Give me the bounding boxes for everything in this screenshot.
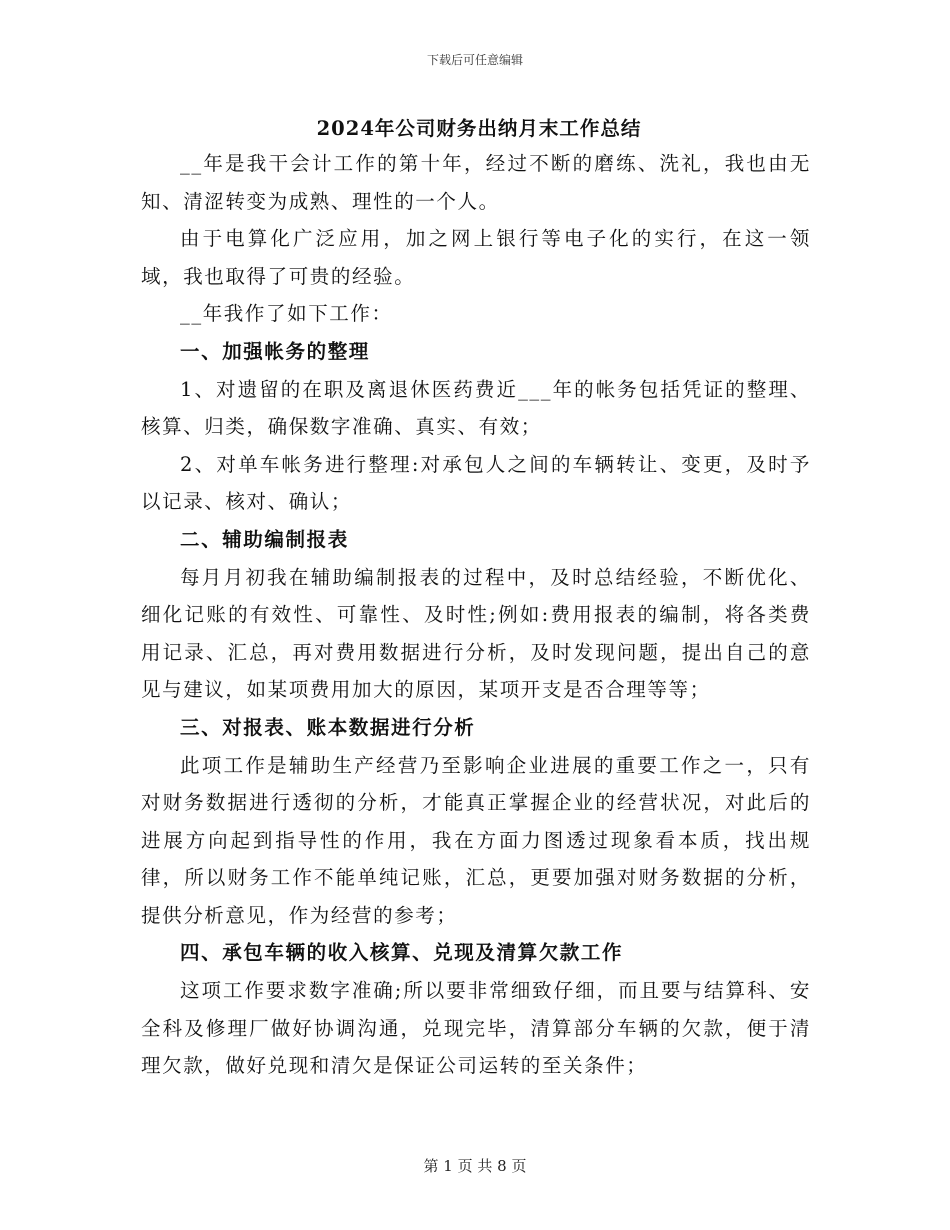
- paragraph-vehicles: 这项工作要求数字准确;所以要非常细致仔细，而且要与结算科、安全科及修理厂做好协调沟通，兑现完毕，清算部分车辆的欠款，便于清理欠款，做好兑现和清欠是保证公司运转的至关条件；: [141, 979, 811, 1078]
- paragraph-experience: 由于电算化广泛应用，加之网上银行等电子化的实行，在这一领域，我也取得了可贵的经验。: [141, 227, 811, 288]
- paragraph-intro: __年是我干会计工作的第十年，经过不断的磨练、洗礼，我也由无知、清涩转变为成熟、理性的一个人。: [141, 152, 811, 213]
- section-heading-2: 二、辅助编制报表: [180, 527, 349, 551]
- paragraph-work-lead: __年我作了如下工作：: [180, 302, 393, 326]
- document-body: [141, 112, 811, 1085]
- paragraph-analysis: 此项工作是辅助生产经营乃至影响企业进展的重要工作之一，只有对财务数据进行透彻的分析，才能真正掌握企业的经营状况，对此后的进展方向起到指导性的作用，我在方面力图透过现象看本质，找出规律，所以财务工作不能单纯记账，汇总，更要加强对财务数据的分析，提供分析意见，作为经营的参考；: [141, 753, 811, 927]
- paragraph-reports: 每月月初我在辅助编制报表的过程中，及时总结经验，不断优化、细化记账的有效性、可靠性、及时性;例如:费用报表的编制，将各类费用记录、汇总，再对费用数据进行分析，及时发现问题，提出自己的意见与建议，如某项费用加大的原因，某项开支是否合理等等；: [141, 565, 811, 702]
- list-item-1: 1、对遗留的在职及离退休医药费近___年的帐务包括凭证的整理、核算、归类，确保数字准确、真实、有效；: [141, 377, 811, 439]
- section-heading-1: 一、加强帐务的整理: [180, 339, 370, 363]
- section-heading-4: 四、承包车辆的收入核算、兑现及清算欠款工作: [180, 941, 624, 965]
- page-number: 第 1 页 共 8 页: [423, 1157, 527, 1175]
- document-title: 2024年公司财务出纳月末工作总结: [316, 117, 642, 140]
- list-item-2: 2、对单车帐务进行整理:对承包人之间的车辆转让、变更，及时予以记录、核对、确认；: [141, 452, 811, 514]
- section-heading-3: 三、对报表、账本数据进行分析: [180, 715, 476, 739]
- page-header-note: 下载后可任意编辑: [426, 53, 523, 67]
